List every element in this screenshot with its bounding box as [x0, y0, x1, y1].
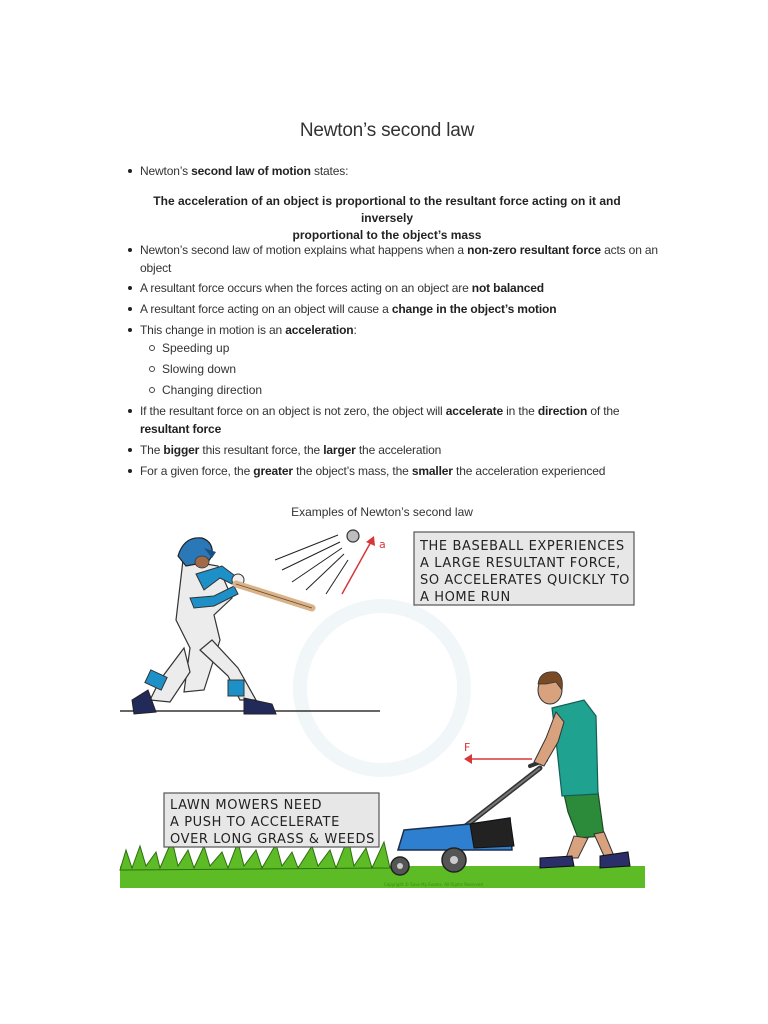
baseball-caption-line-2: A LARGE RESULTANT FORCE,	[420, 556, 621, 571]
mower-caption-line-1: LAWN MOWERS NEED	[170, 798, 323, 813]
bullet-direction: If the resultant force on an object is not zero, the object will accelerate in the direction of the resultant force	[140, 402, 660, 438]
baseball	[347, 530, 359, 542]
mower-caption-box	[164, 793, 379, 847]
watermark-circle	[300, 606, 464, 770]
acceleration-label: a	[379, 538, 386, 551]
force-label: F	[464, 741, 471, 754]
bullet-change-motion: A resultant force acting on an object will cause a change in the object’s motion	[140, 300, 660, 318]
force-arrow-group	[464, 741, 532, 764]
baseball-player-illustration	[120, 538, 380, 714]
mower-caption-line-2: A PUSH TO ACCELERATE	[170, 815, 340, 830]
acceleration-arrow-head	[366, 536, 375, 546]
man-pushing-mower-illustration	[534, 672, 630, 868]
man-shirt	[552, 700, 598, 796]
baseball-caption-box	[414, 532, 634, 605]
baseball-motion	[275, 530, 386, 594]
figure-title: Examples of Newton’s second law	[291, 505, 473, 519]
law-statement	[140, 193, 634, 244]
man-shoe-left	[540, 856, 574, 868]
force-arrow-head	[464, 754, 472, 764]
bullet-non-zero-force: Newton’s second law of motion explains what happens when a non-zero resultant force acts on an object	[140, 241, 660, 277]
newtons-second-law-illustration	[118, 524, 648, 892]
baseball-caption-line-4: A HOME RUN	[420, 590, 511, 605]
man-leg-left	[566, 836, 588, 858]
mower-caption-line-3: OVER LONG GRASS & WEEDS	[170, 832, 375, 847]
player-sock-front	[228, 680, 244, 696]
law-statement-line-2: proportional to the object’s mass	[292, 228, 482, 242]
player-shoe-back	[132, 690, 156, 714]
baseball-caption-line-3: SO ACCELERATES QUICKLY TO	[420, 573, 630, 588]
sub-item-speeding-up: Speeding up	[162, 341, 230, 355]
bullet-bigger-force: The bigger this resultant force, the larger the acceleration	[140, 441, 660, 459]
copyright-text: Copyright © Save My Exams. All Rights Reserved	[384, 882, 483, 887]
sub-item-slowing-down: Slowing down	[162, 362, 237, 376]
player-shoe-front	[244, 698, 276, 714]
acceleration-arrow	[342, 540, 372, 594]
bullet-acceleration: This change in motion is an acceleration:	[140, 321, 660, 339]
bullet-second-law: Newton’s second law of motion states:	[140, 162, 660, 180]
bullet-not-balanced: A resultant force occurs when the forces acting on an object are not balanced	[140, 279, 660, 297]
sub-item-changing-direction: Changing direction	[162, 383, 263, 397]
lawn-mower-illustration	[391, 760, 546, 875]
baseball-caption-line-1: THE BASEBALL EXPERIENCES	[420, 539, 625, 554]
law-statement-line-1: The acceleration of an object is proportional to the resultant force acting on it and inversely	[153, 194, 621, 225]
page-title: Newton’s second law	[299, 120, 475, 141]
bullet-greater-mass: For a given force, the greater the object’s mass, the smaller the acceleration experienced	[140, 462, 660, 480]
player-face	[195, 556, 209, 568]
man-leg-right	[594, 832, 614, 856]
man-shorts	[564, 792, 604, 838]
